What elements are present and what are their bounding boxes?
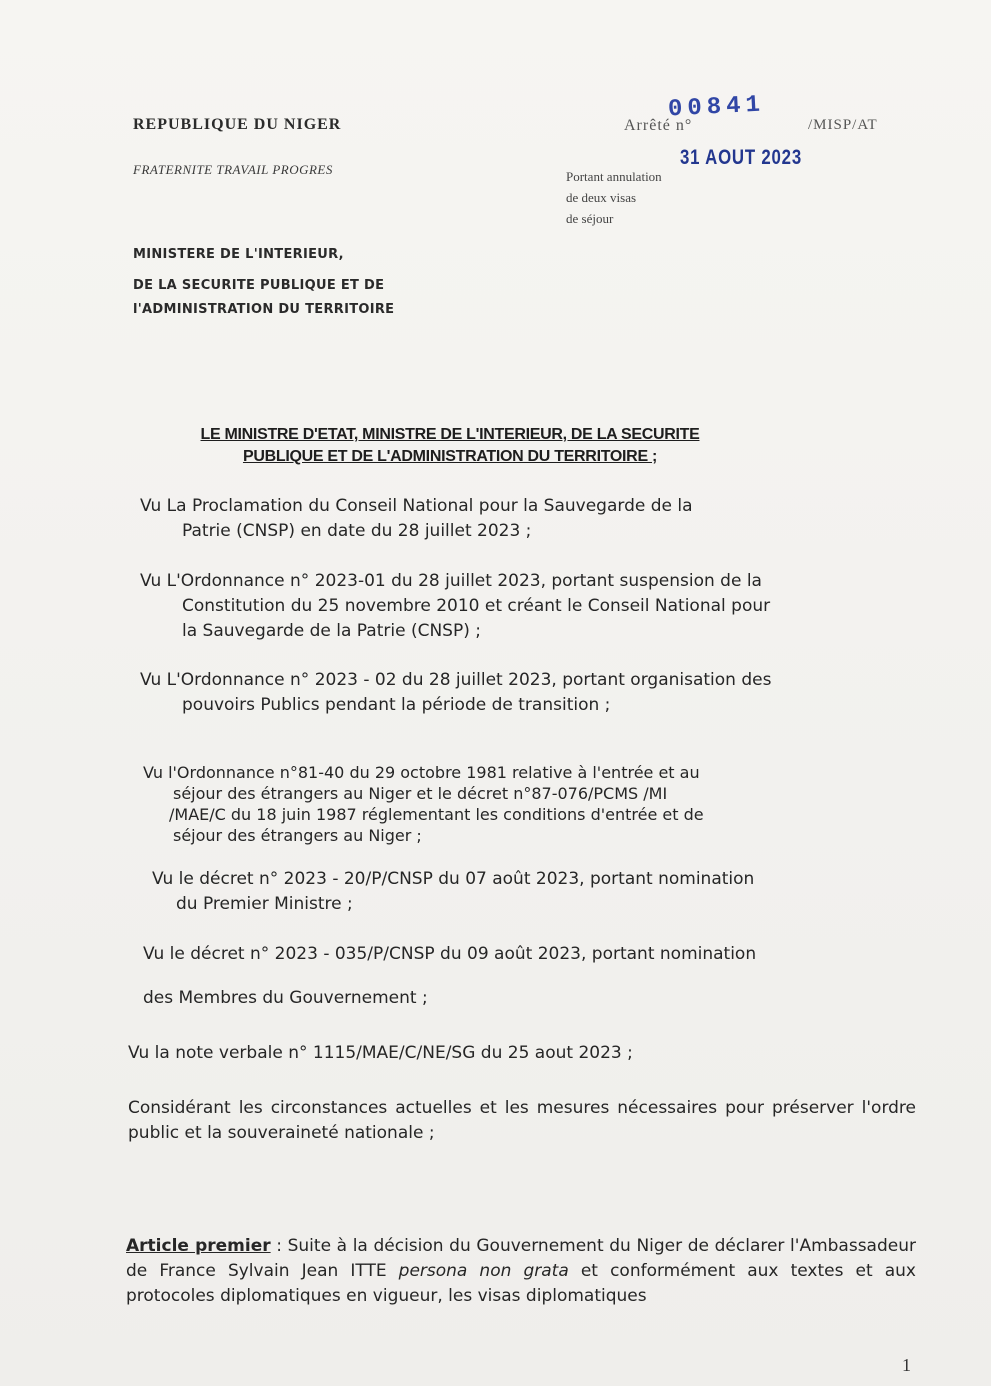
object-line: de séjour [566, 211, 614, 226]
visa-ordonnance-2023-01 [140, 569, 860, 644]
arrete-object [566, 166, 662, 229]
visa-ordonnance-2023-02 [140, 668, 860, 718]
visa-line: Vu La Proclamation du Conseil National pour la Sauvegarde de la [140, 496, 693, 516]
ministry-line: MINISTERE DE L'INTERIEUR, [133, 247, 344, 262]
article-text: et conformément aux textes et aux protocoles diplomatiques en vigueur, les visas diplomatiques [126, 1261, 916, 1306]
object-line: de deux visas [566, 190, 637, 205]
arrete-prefix: Arrêté n° [624, 117, 693, 134]
visa-line: Vu l'Ordonnance n°81-40 du 29 octobre 1981 relative à l'entrée et au [143, 763, 700, 782]
visa-line: du Premier Ministre ; [176, 894, 353, 914]
document-title [190, 424, 710, 468]
ministry-line: l'ADMINISTRATION DU TERRITOIRE [133, 302, 395, 317]
ministry-line: DE LA SECURITE PUBLIQUE ET DE [133, 278, 385, 293]
page-number: 1 [902, 1355, 911, 1375]
republic-heading: REPUBLIQUE DU NIGER [133, 116, 342, 133]
visa-proclamation [140, 494, 830, 544]
arrete-suffix: /MISP/AT [808, 117, 878, 133]
visa-line: Vu L'Ordonnance n° 2023 - 02 du 28 juillet 2023, portant organisation des [140, 670, 772, 690]
object-line: Portant annulation [566, 169, 662, 184]
considerant-paragraph: Considérant les circonstances actuelles et les mesures nécessaires pour préserver l'ordre public et la souveraineté nationale ; [128, 1098, 916, 1143]
article-italic: persona non grata [398, 1261, 569, 1281]
article-premier [126, 1234, 916, 1309]
national-motto: FRATERNITE TRAVAIL PROGRES [133, 162, 333, 177]
date-stamp: 31 AOUT 2023 [680, 146, 802, 169]
visa-line: séjour des étrangers au Niger et le décret n°87-076/PCMS /MI [173, 784, 668, 803]
visa-line: Constitution du 25 novembre 2010 et créant le Conseil National pour [182, 596, 771, 616]
article-label: Article premier [126, 1236, 271, 1256]
visa-decret-premier-ministre [152, 867, 872, 917]
visa-line: séjour des étrangers au Niger ; [173, 826, 422, 845]
visa-line: /MAE/C du 18 juin 1987 réglementant les conditions d'entrée et de [169, 805, 704, 824]
visa-line: Vu le décret n° 2023 - 20/P/CNSP du 07 août 2023, portant nomination [152, 869, 755, 889]
visa-line: la Sauvegarde de la Patrie (CNSP) ; [182, 621, 481, 641]
visa-line: Vu L'Ordonnance n° 2023-01 du 28 juillet 2023, portant suspension de la [140, 571, 762, 591]
visa-line: Patrie (CNSP) en date du 28 juillet 2023 ; [182, 521, 532, 541]
visa-decret-gouvernement-cont: des Membres du Gouvernement ; [143, 988, 428, 1008]
ministry-block [133, 244, 394, 323]
visa-ordonnance-81-40 [143, 762, 823, 846]
article-text: Suite à la décision du Gouvernement du Niger de déclarer l'Ambassadeur de France Sylvain Jean ITTE [126, 1236, 916, 1281]
article-separator: : [270, 1236, 288, 1256]
visa-decret-gouvernement: Vu le décret n° 2023 - 035/P/CNSP du 09 août 2023, portant nomination [143, 944, 757, 964]
title-line: PUBLIQUE ET DE L'ADMINISTRATION DU TERRITOIRE ; [242, 448, 657, 465]
visa-note-verbale: Vu la note verbale n° 1115/MAE/C/NE/SG du 25 aout 2023 ; [128, 1043, 633, 1063]
visa-line: pouvoirs Publics pendant la période de transition ; [182, 695, 611, 715]
title-line: LE MINISTRE D'ETAT, MINISTRE DE L'INTERIEUR, DE LA SECURITE [200, 426, 700, 443]
arrete-number-stamp: 00841 [667, 91, 766, 124]
